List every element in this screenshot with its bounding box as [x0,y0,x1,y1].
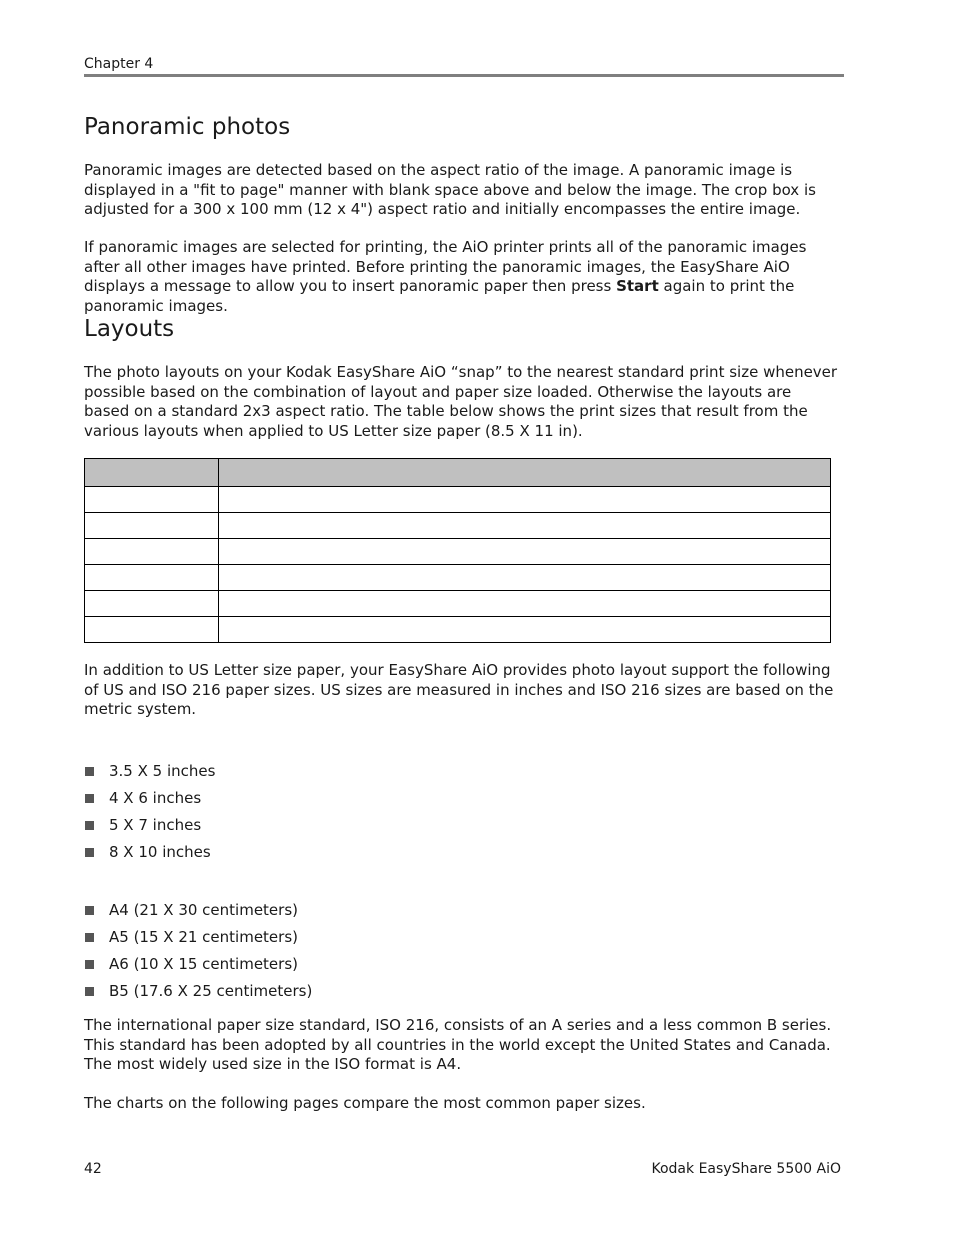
table-header-cell [85,459,219,487]
table-row [85,513,831,539]
list-item [84,812,215,839]
list-item-label: 8 X 10 inches [109,843,211,861]
panoramic-p2-text-before: If panoramic images are selected for printing, the AiO printer prints all of the panoramic images after all other images have printed. Before printing the panoramic images, the EasyShare AiO displays a message to allow you to insert panoramic paper then press [84,238,807,296]
panoramic-paragraph-1: Panoramic images are detected based on the aspect ratio of the image. A panoramic image is displayed in a "fit to page" manner with blank space above and below the image. The crop box is adjusted for a 300 x 100 mm (12 x 4") aspect ratio and initially encompasses the entire image. [84,161,816,219]
panoramic-paragraph-2 [84,238,839,316]
page-number: 42 [84,1161,102,1177]
iso-standard-paragraph: The international paper size standard, ISO 216, consists of an A series and a less common B series. This standard has been adopted by all countries in the world except the United States and Canada. The most widely used size in the ISO format is A4. [84,1016,832,1074]
table-cell [219,539,831,565]
list-item [84,785,215,812]
list-item [84,839,215,866]
bullet-square-icon [85,960,94,969]
table-row [85,591,831,617]
bullet-square-icon [85,767,94,776]
table-cell [85,591,219,617]
table-cell [85,539,219,565]
bullet-square-icon [85,794,94,803]
list-item-label: 5 X 7 inches [109,816,202,834]
table-header-row [85,459,831,487]
layouts-heading: Layouts [84,316,175,342]
table-cell [219,565,831,591]
table-cell [85,617,219,643]
list-item-label: A4 (21 X 30 centimeters) [109,901,298,919]
layout-size-table [84,458,831,643]
panoramic-heading: Panoramic photos [84,114,291,140]
table-cell [85,565,219,591]
bullet-square-icon [85,987,94,996]
table-cell [219,591,831,617]
table-cell [219,513,831,539]
table-cell [85,487,219,513]
table-row [85,487,831,513]
table-header-cell [219,459,831,487]
start-keyword: Start [616,277,659,296]
us-sizes-list [84,758,215,866]
list-item [84,951,312,978]
bullet-square-icon [85,933,94,942]
list-item [84,897,312,924]
table-row [85,565,831,591]
table-row [85,617,831,643]
table-cell [85,513,219,539]
table-cell [219,487,831,513]
list-item-label: 4 X 6 inches [109,789,202,807]
list-item [84,924,312,951]
layouts-paragraph-1: The photo layouts on your Kodak EasyShare AiO “snap” to the nearest standard print size whenever possible based on the combination of layout and paper size loaded. Otherwise the layouts are based on a standard 2x3 aspect ratio. The table below shows the print sizes that result from the various layouts when applied to US Letter size paper (8.5 X 11 in). [84,363,838,440]
bullet-square-icon [85,821,94,830]
table-cell [219,617,831,643]
footer-product-name: Kodak EasyShare 5500 AiO [651,1161,841,1177]
header-rule [84,74,844,77]
iso-sizes-list [84,897,312,1005]
list-item [84,758,215,785]
list-item-label: A6 (10 X 15 centimeters) [109,955,298,973]
charts-paragraph: The charts on the following pages compare the most common paper sizes. [84,1094,646,1112]
layouts-paragraph-2: In addition to US Letter size paper, your EasyShare AiO provides photo layout support the following of US and ISO 216 paper sizes. US sizes are measured in inches and ISO 216 sizes are based on the metric system. [84,661,834,719]
bullet-square-icon [85,906,94,915]
list-item [84,978,312,1005]
list-item-label: A5 (15 X 21 centimeters) [109,928,298,946]
list-item-label: 3.5 X 5 inches [109,762,216,780]
table-row [85,539,831,565]
panoramic-p2-text-after: again to print the panoramic images. [84,277,795,315]
chapter-header: Chapter 4 [84,56,154,72]
list-item-label: B5 (17.6 X 25 centimeters) [109,982,313,1000]
bullet-square-icon [85,848,94,857]
